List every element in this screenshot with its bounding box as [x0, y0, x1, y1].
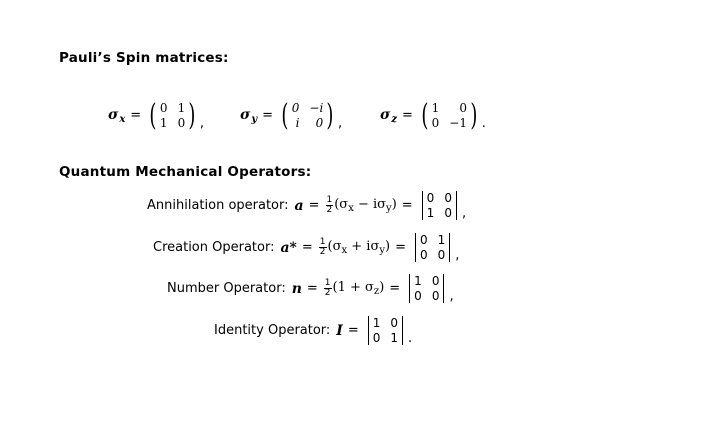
identity-symbol: I [336, 322, 343, 339]
creation-expression: $(\sigma_x + i\sigma_y)$ [327, 239, 391, 256]
operators-heading: Quantum Mechanical Operators: [59, 164, 312, 180]
number-label: Number Operator: [167, 281, 286, 296]
annihilation-label: Annihilation operator: [147, 198, 289, 213]
sigma-y-matrix: ( 0 −i i 0 ) [281, 97, 334, 133]
sigma-z-symbol: $\sigma_z$ [380, 106, 398, 125]
number-expression: $(1 + \sigma_z)$ [332, 280, 385, 297]
identity-matrix: 1 0 0 1 [365, 315, 406, 346]
equals-sign: = [130, 108, 142, 123]
annihilation-expression: $(\sigma_x - i\sigma_y)$ [334, 197, 397, 214]
one-half-fraction: $\frac{1}{2}$ [324, 278, 331, 298]
number-symbol: n [291, 280, 302, 297]
number-matrix: 1 0 0 0 [406, 273, 447, 304]
one-half-fraction: $\frac{1}{2}$ [319, 237, 326, 257]
creation-label: Creation Operator: [153, 240, 275, 255]
annihilation-symbol: a [294, 197, 304, 214]
one-half-fraction: $\frac{1}{2}$ [326, 195, 333, 215]
pauli-heading: Pauli’s Spin matrices: [59, 50, 229, 66]
equals-sign: = [262, 108, 274, 123]
annihilation-matrix: 0 0 1 0 [419, 190, 460, 221]
creation-matrix: 0 1 0 0 [412, 232, 453, 263]
sigma-x-equation: $\sigma_x$ = ( 0 1 1 0 ) , [108, 97, 205, 133]
creation-symbol: a* [280, 239, 297, 256]
sigma-z-matrix: ( 1 0 0 −1 ) [421, 97, 478, 133]
annihilation-equation: Annihilation operator: a = $\frac{1}{2}$ $(\sigma_x - i\sigma_y)$ = 0 0 1 0 , [147, 191, 467, 221]
equals-sign: = [402, 108, 413, 123]
sigma-x-symbol: $\sigma_x$ [108, 106, 126, 125]
sigma-y-symbol: $\sigma_y$ [240, 106, 258, 125]
identity-label: Identity Operator: [214, 323, 331, 338]
sigma-y-equation: $\sigma_y$ = ( 0 −i i 0 ) , [240, 97, 343, 133]
number-equation: Number Operator: n = $\frac{1}{2}$ $(1 + \sigma_z)$ = 1 0 0 0 , [167, 274, 454, 304]
creation-equation: Creation Operator: a* = $\frac{1}{2}$ $(\sigma_x + i\sigma_y)$ = 0 1 0 0 , [153, 233, 460, 263]
identity-equation: Identity Operator: I = 1 0 0 1 . [214, 316, 413, 346]
sigma-z-equation: $\sigma_z$ = ( 1 0 0 −1 ) . [380, 97, 486, 133]
sigma-x-matrix: ( 0 1 1 0 ) [149, 97, 196, 133]
